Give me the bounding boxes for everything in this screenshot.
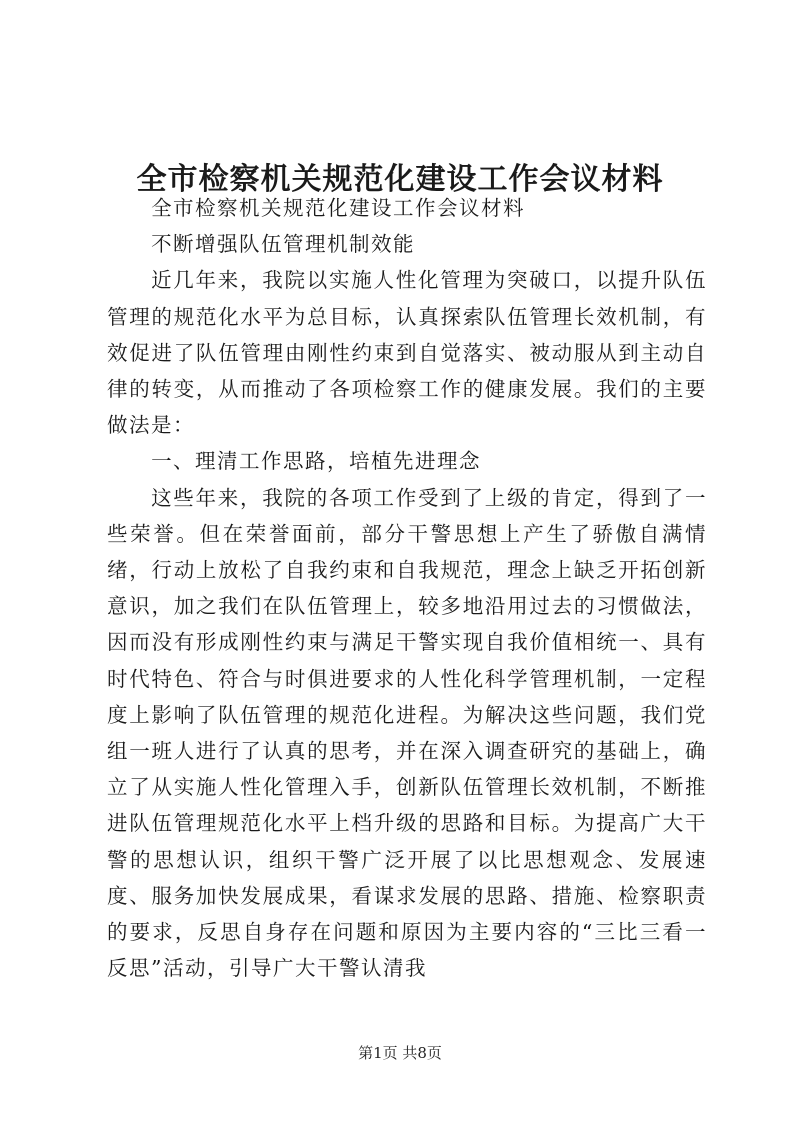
section-one-body-paragraph: 这些年来，我院的各项工作受到了上级的肯定，得到了一些荣誉。但在荣誉面前，部分干警思想上产生了骄傲自满情绪，行动上放松了自我约束和自我规范，理念上缺乏开拓创新意识，加之我们在队伍管理上，较多地沿用过去的习惯做法，因而没有形成刚性约束与满足干警实现自我价值相统一、具有时代特色、符合与时俱进要求的人性化科学管理机制，一定程度上影响了队伍管理的规范化进程。为解决这些问题，我们党组一班人进行了认真的思考，并在深入调查研究的基础上，确立了从实施人性化管理入手，创新队伍管理长效机制，不断推进队伍管理规范化水平上档升级的思路和目标。为提高广大干警的思想认识，组织干警广泛开展了以比思想观念、发展速度、服务加快发展成果，看谋求发展的思路、措施、检察职责的要求，反思自身存在问题和原因为主要内容的“三比三看一反思”活动，引导广大干警认清我: [107, 485, 707, 981]
page-number-indicator: 第1页 共8页: [358, 1044, 442, 1062]
intro-paragraph: 近几年来，我院以实施人性化管理为突破口，以提升队伍管理的规范化水平为总目标，认真探索队伍管理长效机制，有效促进了队伍管理由刚性约束到自觉落实、被动服从到主动自律的转变，从而推动了各项检察工作的健康发展。我们的主要做法是：: [107, 268, 707, 438]
section-heading-paragraph: 不断增强队伍管理机制效能: [151, 232, 416, 257]
page-footer: [0, 1043, 800, 1063]
document-title: 全市检察机关规范化建设工作会议材料: [136, 162, 664, 198]
subtitle-paragraph: 全市检察机关规范化建设工作会议材料: [151, 196, 526, 220]
section-one-heading: 一、理清工作思路，培植先进理念: [151, 449, 482, 474]
document-body: [107, 190, 707, 986]
